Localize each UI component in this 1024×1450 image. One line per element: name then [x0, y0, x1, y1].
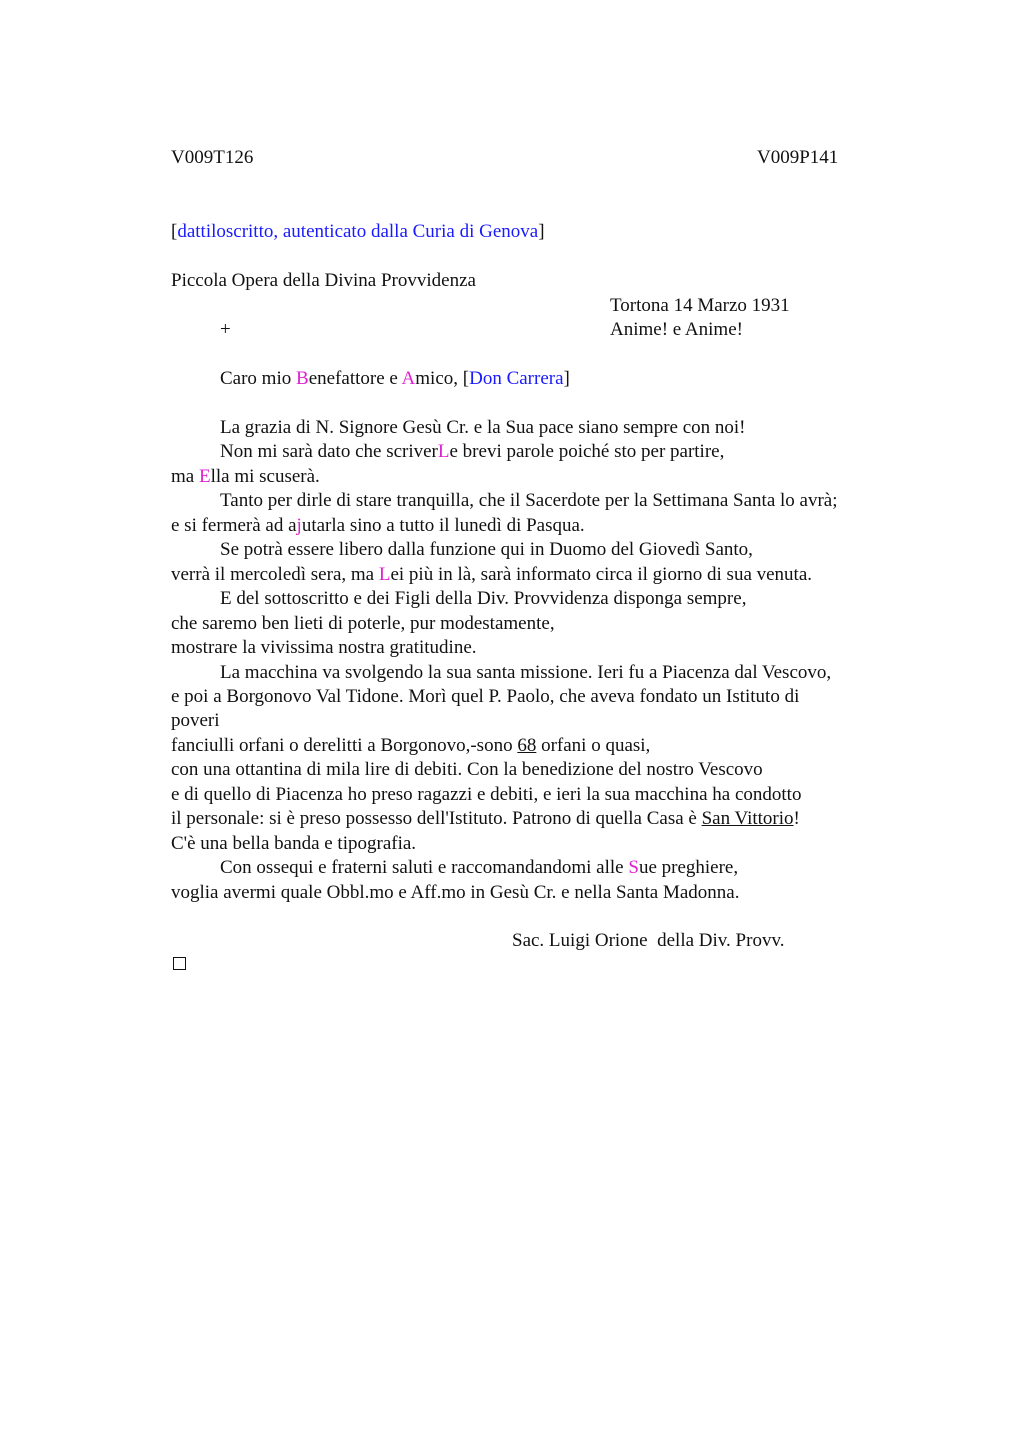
- salutation-text: ]: [563, 368, 570, 389]
- underlined-saint-name: San Vittorio: [701, 808, 794, 829]
- letter-line: [220, 440, 724, 464]
- highlighted-letter: B: [296, 368, 309, 389]
- highlighted-letter: E: [198, 466, 211, 487]
- letter-line: che saremo ben lieti di poterle, pur modestamente,: [171, 613, 555, 634]
- letter-line: Tanto per dirle di stare tranquilla, che il Sacerdote per la Settimana Santa lo avrà;: [220, 490, 838, 511]
- salutation: [220, 367, 570, 391]
- line-text: ei più in là, sarà informato circa il giorno di sua venuta.: [390, 564, 813, 585]
- letter-line: e di quello di Piacenza ho preso ragazzi e debiti, e ieri la sua macchina ha condotto: [171, 784, 802, 805]
- highlighted-letter: L: [437, 441, 450, 462]
- note-bracket-close: ]: [538, 221, 545, 242]
- letter-line: E del sottoscritto e dei Figli della Div. Provvidenza disponga sempre,: [220, 588, 747, 609]
- right-document-code: V009P141: [757, 147, 839, 168]
- line-text: il personale: si è preso possesso dell'Istituto. Patrono di quella Casa è: [171, 808, 702, 829]
- line-text: ue preghiere,: [638, 857, 739, 878]
- line-text: verrà il mercoledì sera, ma: [171, 564, 379, 585]
- letter-line: [171, 563, 812, 587]
- underlined-number: 68: [517, 735, 537, 756]
- end-square-icon: [173, 957, 186, 970]
- line-text: !: [793, 808, 800, 829]
- letter-line: mostrare la vivissima nostra gratitudine.: [171, 637, 477, 658]
- editorial-note: [171, 220, 545, 244]
- letter-line: poveri: [171, 710, 220, 731]
- letter-line: Se potrà essere libero dalla funzione qui in Duomo del Giovedì Santo,: [220, 539, 753, 560]
- letter-line: [171, 734, 650, 758]
- institution-name: Piccola Opera della Divina Provvidenza: [171, 270, 476, 291]
- line-text: ma: [171, 466, 199, 487]
- highlighted-letter: j: [296, 515, 302, 536]
- highlighted-letter: S: [628, 857, 639, 878]
- signature: Sac. Luigi Orione della Div. Provv.: [512, 930, 785, 951]
- place-date: Tortona 14 Marzo 1931: [610, 295, 790, 316]
- recipient-name: Don Carrera: [469, 368, 564, 389]
- line-text: Con ossequi e fraterni saluti e raccomandandomi alle: [220, 857, 629, 878]
- letter-line: [171, 465, 320, 489]
- line-text: utarla sino a tutto il lunedì di Pasqua.: [301, 515, 585, 536]
- salutation-text: mico, [: [415, 368, 470, 389]
- salutation-text: Caro mio: [220, 368, 296, 389]
- highlighted-letter: A: [401, 368, 416, 389]
- cross-symbol: +: [220, 319, 231, 340]
- letter-line: La grazia di N. Signore Gesù Cr. e la Sua pace siano sempre con noi!: [220, 417, 746, 438]
- letter-line: La macchina va svolgendo la sua santa missione. Ieri fu a Piacenza dal Vescovo,: [220, 662, 832, 683]
- line-text: Non mi sarà dato che scriver: [220, 441, 438, 462]
- line-text: fanciulli orfani o derelitti a Borgonovo,-sono: [171, 735, 518, 756]
- letter-line: con una ottantina di mila lire di debiti. Con la benedizione del nostro Vescovo: [171, 759, 763, 780]
- letter-line: voglia avermi quale Obbl.mo e Aff.mo in Gesù Cr. e nella Santa Madonna.: [171, 882, 740, 903]
- letter-line: [220, 856, 738, 880]
- left-document-code: V009T126: [171, 147, 254, 168]
- note-bracket-open: [: [171, 221, 178, 242]
- line-text: e si fermerà ad a: [171, 515, 297, 536]
- salutation-text: enefattore e: [308, 368, 402, 389]
- note-text: dattiloscritto, autenticato dalla Curia di Genova: [177, 221, 539, 242]
- letter-line: C'è una bella banda e tipografia.: [171, 833, 417, 854]
- line-text: lla mi scuserà.: [210, 466, 320, 487]
- letter-line: e poi a Borgonovo Val Tidone. Morì quel P. Paolo, che aveva fondato un Istituto di: [171, 686, 800, 707]
- letter-line: [171, 807, 800, 831]
- letter-line: [171, 514, 585, 538]
- line-text: orfani o quasi,: [536, 735, 651, 756]
- motto: Anime! e Anime!: [610, 319, 743, 340]
- line-text: e brevi parole poiché sto per partire,: [449, 441, 725, 462]
- highlighted-letter: L: [378, 564, 391, 585]
